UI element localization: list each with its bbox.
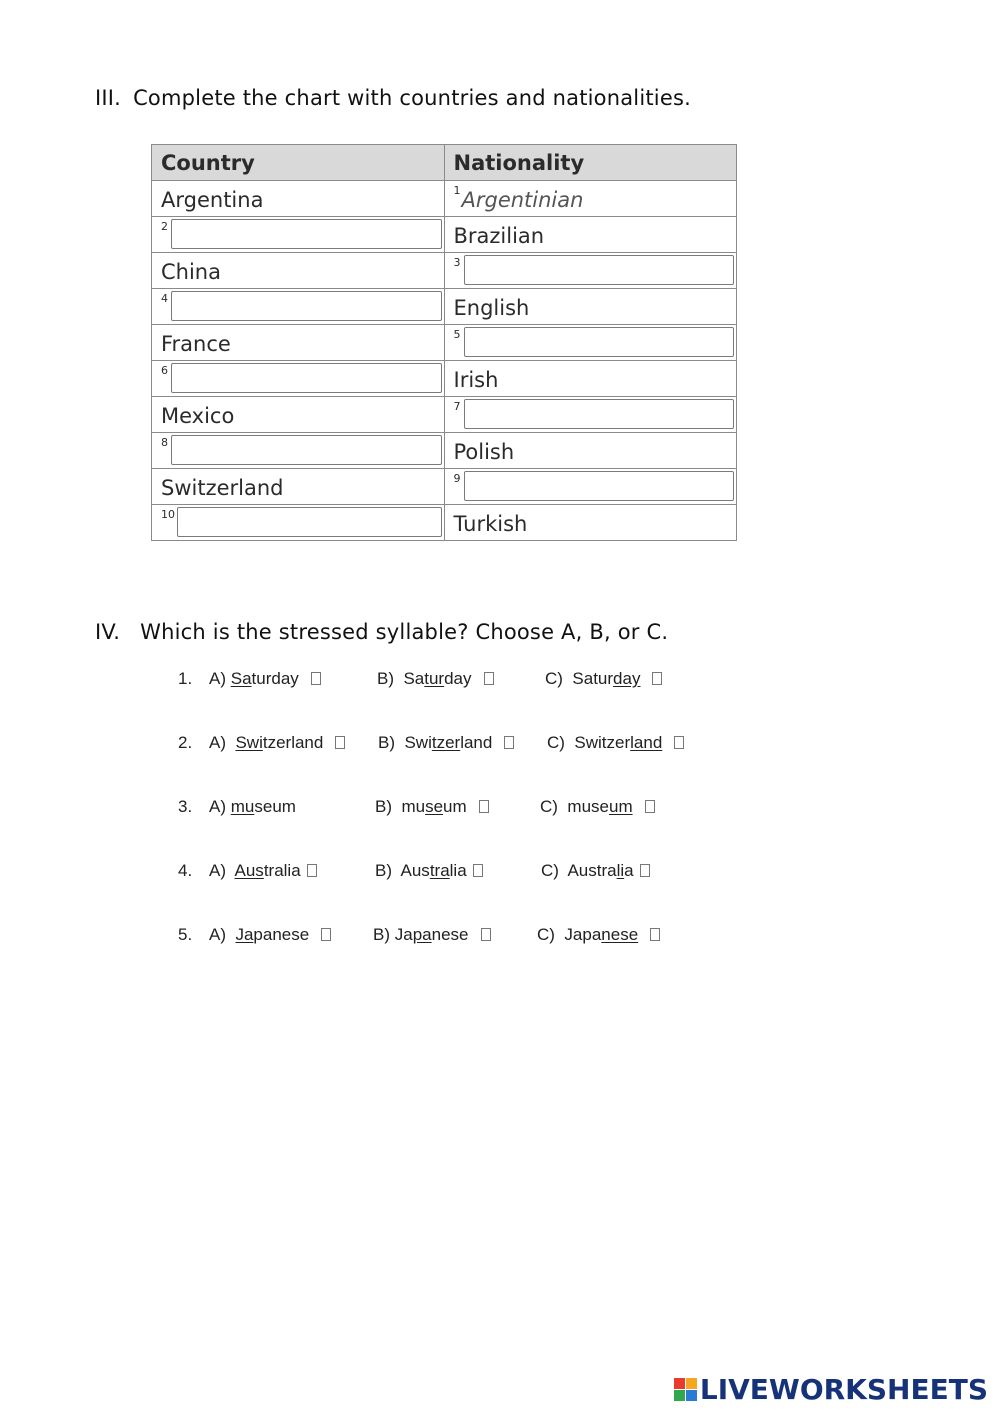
checkbox[interactable] (484, 672, 494, 685)
option-c[interactable]: C) Saturday (545, 669, 662, 689)
country-text: China (161, 260, 221, 284)
item-number: 5 (453, 328, 461, 341)
answer-input-3[interactable] (464, 255, 735, 285)
nationality-cell (444, 325, 737, 361)
section-3-heading (95, 86, 691, 110)
country-text: Mexico (161, 404, 235, 428)
country-cell (152, 217, 445, 253)
country-text: France (161, 332, 231, 356)
checkbox[interactable] (335, 736, 345, 749)
answer-input-9[interactable] (464, 471, 735, 501)
option-b[interactable]: B) Saturday (377, 669, 494, 689)
table-row (152, 289, 737, 325)
logo-mark-icon (674, 1378, 697, 1401)
answer-input-2[interactable] (171, 219, 442, 249)
example-answer: Argentinian (461, 188, 584, 212)
nationality-cell (444, 433, 737, 469)
answer-input-7[interactable] (464, 399, 735, 429)
question-number: 2. (178, 733, 193, 752)
checkbox[interactable] (504, 736, 514, 749)
option-c[interactable]: C) Switzerland (547, 733, 684, 753)
header-country: Country (152, 145, 445, 181)
nationality-cell (444, 253, 737, 289)
checkbox[interactable] (674, 736, 684, 749)
option-b[interactable]: B) Switzerland (378, 733, 514, 753)
option-a[interactable]: A) Switzerland (209, 733, 345, 753)
table-row (152, 361, 737, 397)
question-number: 4. (178, 861, 193, 880)
checkbox[interactable] (473, 864, 483, 877)
header-nationality: Nationality (444, 145, 737, 181)
table-row (152, 181, 737, 217)
option-b[interactable]: B) Japanese (373, 925, 491, 945)
checkbox[interactable] (307, 864, 317, 877)
option-c[interactable]: C) Australia (541, 861, 650, 881)
answer-input-6[interactable] (171, 363, 442, 393)
logo-text: LIVEWORKSHEETS (699, 1373, 988, 1406)
checkbox[interactable] (311, 672, 321, 685)
country-cell (152, 361, 445, 397)
table-row (152, 469, 737, 505)
nationality-cell (444, 505, 737, 541)
checkbox[interactable] (640, 864, 650, 877)
item-number: 6 (161, 364, 168, 377)
checkbox[interactable] (481, 928, 491, 941)
checkbox[interactable] (321, 928, 331, 941)
nationality-cell (444, 469, 737, 505)
nationality-cell (444, 289, 737, 325)
country-cell (152, 325, 445, 361)
country-text: Argentina (161, 188, 264, 212)
option-a[interactable]: A) Japanese (209, 925, 331, 945)
option-a[interactable]: A) museum (209, 797, 296, 816)
checkbox[interactable] (479, 800, 489, 813)
checkbox[interactable] (652, 672, 662, 685)
checkbox[interactable] (650, 928, 660, 941)
question-number: 5. (178, 925, 193, 944)
checkbox[interactable] (645, 800, 655, 813)
item-number: 4 (161, 292, 168, 305)
item-number: 2 (161, 220, 168, 233)
country-text: Switzerland (161, 476, 284, 500)
table-row (152, 253, 737, 289)
country-cell (152, 505, 445, 541)
nationality-cell (444, 397, 737, 433)
country-cell (152, 253, 445, 289)
section-4-heading (95, 620, 668, 644)
item-number: 10 (161, 508, 175, 521)
section-4-title: Which is the stressed syllable? Choose A, B, or C. (140, 620, 669, 644)
nationality-cell (444, 181, 737, 217)
nationality-cell (444, 217, 737, 253)
question-number: 1. (178, 669, 193, 688)
section-4-number: IV. (95, 620, 121, 644)
option-b[interactable]: B) museum (375, 797, 489, 817)
nationality-text: English (453, 296, 530, 320)
nationality-text: Polish (453, 440, 515, 464)
question-number: 3. (178, 797, 193, 816)
country-cell (152, 397, 445, 433)
table-row (152, 505, 737, 541)
country-cell (152, 433, 445, 469)
nationality-text: Brazilian (453, 224, 545, 248)
answer-input-4[interactable] (171, 291, 442, 321)
country-cell (152, 469, 445, 505)
answer-input-8[interactable] (171, 435, 442, 465)
table-row (152, 325, 737, 361)
liveworksheets-logo (674, 1373, 988, 1406)
item-number: 9 (453, 472, 461, 485)
table-row (152, 397, 737, 433)
option-c[interactable]: C) Japanese (537, 925, 660, 945)
table-row (152, 433, 737, 469)
item-number: 1 (453, 184, 461, 197)
section-3-title: Complete the chart with countries and nationalities. (133, 86, 691, 110)
option-c[interactable]: C) museum (540, 797, 655, 817)
item-number: 8 (161, 436, 168, 449)
option-a[interactable]: A) Saturday (209, 669, 321, 689)
answer-input-10[interactable] (177, 507, 442, 537)
section-3-number: III. (95, 86, 122, 110)
answer-input-5[interactable] (464, 327, 735, 357)
country-cell (152, 181, 445, 217)
nationality-cell (444, 361, 737, 397)
option-a[interactable]: A) Australia (209, 861, 317, 881)
nationality-text: Irish (453, 368, 499, 392)
item-number: 3 (453, 256, 461, 269)
nationality-text: Turkish (453, 512, 528, 536)
countries-chart (151, 144, 737, 541)
option-b[interactable]: B) Australia (375, 861, 483, 881)
item-number: 7 (453, 400, 461, 413)
table-row (152, 217, 737, 253)
country-cell (152, 289, 445, 325)
